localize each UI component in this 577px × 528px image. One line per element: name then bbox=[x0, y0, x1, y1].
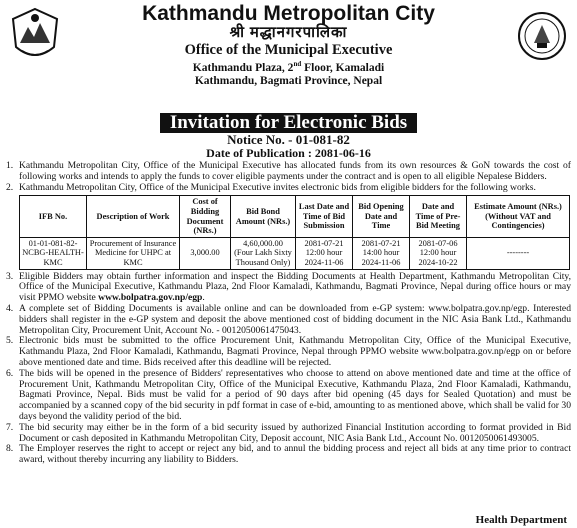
invitation-banner: Invitation for Electronic Bids bbox=[160, 113, 417, 133]
item-text: The Employer reserves the right to accept or reject any bid, and to annul the bidding process and reject all bids at any time prior to contract award, without thereby incurring any liability to Bidders. bbox=[19, 443, 571, 466]
item-number: 5. bbox=[6, 335, 14, 347]
item-number: 2. bbox=[6, 181, 14, 193]
notice-body bbox=[6, 161, 571, 466]
item-number: 8. bbox=[6, 443, 14, 455]
banner-wrap bbox=[6, 113, 571, 133]
issuing-department: Health Department bbox=[475, 514, 567, 526]
list-item bbox=[6, 304, 571, 336]
item-text: Electronic bids must be submitted to the office Procurement Unit, Kathmandu Metropolitan City, Office of the Municipal Executive, Kathmandu Plaza, 2nd Floor Kamaladi, Kathmandu, Bagmati Province, Nepal through PPMO website www.bolpatra.gov.np/egp on or before above mentioned date and time. Bids received after this deadline will be rejected. bbox=[19, 335, 571, 368]
notice-number: Notice No. - 01-081-82 bbox=[227, 132, 350, 147]
table-row bbox=[20, 237, 570, 269]
nepali-city-name: श्री मद्धानगरपालिका bbox=[229, 25, 348, 41]
list-item bbox=[6, 369, 571, 423]
list-item bbox=[6, 444, 571, 466]
col-cost: Cost of Bidding Document (NRs.) bbox=[180, 196, 231, 237]
col-bond: Bid Bond Amount (NRs.) bbox=[231, 196, 296, 237]
cell-opening: 2081-07-21 14:00 hour 2024-11-06 bbox=[353, 237, 410, 269]
list-item bbox=[6, 336, 571, 368]
nepal-emblem-icon bbox=[10, 7, 60, 65]
list-item bbox=[6, 423, 571, 445]
address-line-1: Kathmandu Plaza, 2nd Floor, Kamaladi bbox=[192, 60, 385, 74]
cell-prebid: 2081-07-06 12:00 hour 2024-10-22 bbox=[410, 237, 467, 269]
kmc-seal-icon bbox=[517, 7, 567, 65]
item-text: A complete set of Bidding Documents is available online and can be downloaded from e-GP system: www.bolpatra.gov.np/egp. Interested bidders shall register in the e-GP system and deposit the above mentioned cost of bidding document in the NIC Asia Bank Ltd., Kathmandu Metropolitan City, Procurement Unit, Account No. - 0012050061475043. bbox=[19, 302, 571, 336]
col-opening: Bid Opening Date and Time bbox=[353, 196, 410, 237]
item-text: Kathmandu Metropolitan City, Office of the Municipal Executive invites electronic bids from eligible bidders for the following works. bbox=[19, 181, 536, 193]
address-line-2: Kathmandu, Bagmati Province, Nepal bbox=[194, 74, 383, 87]
item-number: 7. bbox=[6, 421, 14, 433]
list-item bbox=[6, 272, 571, 304]
city-title: Kathmandu Metropolitan City bbox=[142, 2, 435, 25]
col-prebid: Date and Time of Pre-Bid Meeting bbox=[410, 196, 467, 237]
col-estimate: Estimate Amount (NRs.) (Without VAT and Contingencies) bbox=[467, 196, 570, 237]
table-header-row bbox=[20, 196, 570, 237]
item-number: 4. bbox=[6, 302, 14, 314]
cell-cost: 3,000.00 bbox=[180, 237, 231, 269]
list-item bbox=[6, 183, 571, 194]
item-text: Eligible Bidders may obtain further information and inspect the Bidding Documents at Health Department, Kathmandu Metropolitan City, Office of the Municipal Executive, Kathmandu Plaza, 2nd Floor Kamaladi, Kathmandu, Bagmati Province, Nepal during office hours or may visit PPMO website www.bolpatra.gov.np/egp. bbox=[19, 270, 571, 304]
item-text: The bids will be opened in the presence of Bidders' representatives who choose to attend on above mentioned date and time at the office of Procurement Unit, Kathmandu Metropolitan City, Office of the Municipal Executive, Kathmandu Plaza, 2nd Floor Kamaladi, Kathmandu, Bagmati Province, Nepal. Bids must be valid for a period of 90 days after bid opening (45 days for Sealed Quotation) and must be accompanied by a scanned copy of the bid security in pdf format in case of e-bid, amounting to as mentioned above, which shall be valid for 30 days beyond the validity period of the bid. bbox=[19, 367, 571, 422]
cell-bond: 4,60,000.00 (Four Lakh Sixty Thousand Only) bbox=[231, 237, 296, 269]
notice-header bbox=[6, 3, 571, 111]
item-text: Kathmandu Metropolitan City, Office of the Municipal Executive has allocated funds from its own resources & GoN towards the cost of following works and intends to apply the funds to cover eligible payments under the contract and is open to all eligible Nepalese Bidders. bbox=[19, 160, 571, 182]
cell-description: Procurement of Insurance Medicine for UHPC at KMC bbox=[87, 237, 180, 269]
item-number: 3. bbox=[6, 270, 14, 282]
item-text: The bid security may either be in the form of a bid security issued by authorized Financial Institution according to format provided in Bid Document or cash deposited in Kathmandu Metropolitan City, Deposit account, NIC Asia Bank Ltd., Account No. 0012050061493005. bbox=[19, 421, 571, 444]
list-item bbox=[6, 161, 571, 183]
publication-date: Date of Publication : 2081-06-16 bbox=[206, 146, 371, 160]
item-number: 6. bbox=[6, 367, 14, 379]
bids-table bbox=[19, 195, 570, 269]
cell-ifb: 01-01-081-82-NCBG-HEALTH-KMC bbox=[20, 237, 87, 269]
item-number: 1. bbox=[6, 160, 14, 171]
cell-last-date: 2081-07-21 12:00 hour 2024-11-06 bbox=[296, 237, 353, 269]
cell-estimate: -------- bbox=[467, 237, 570, 269]
col-last-date: Last Date and Time of Bid Submission bbox=[296, 196, 353, 237]
col-description: Description of Work bbox=[87, 196, 180, 237]
col-ifb: IFB No. bbox=[20, 196, 87, 237]
office-name: Office of the Municipal Executive bbox=[184, 42, 393, 58]
